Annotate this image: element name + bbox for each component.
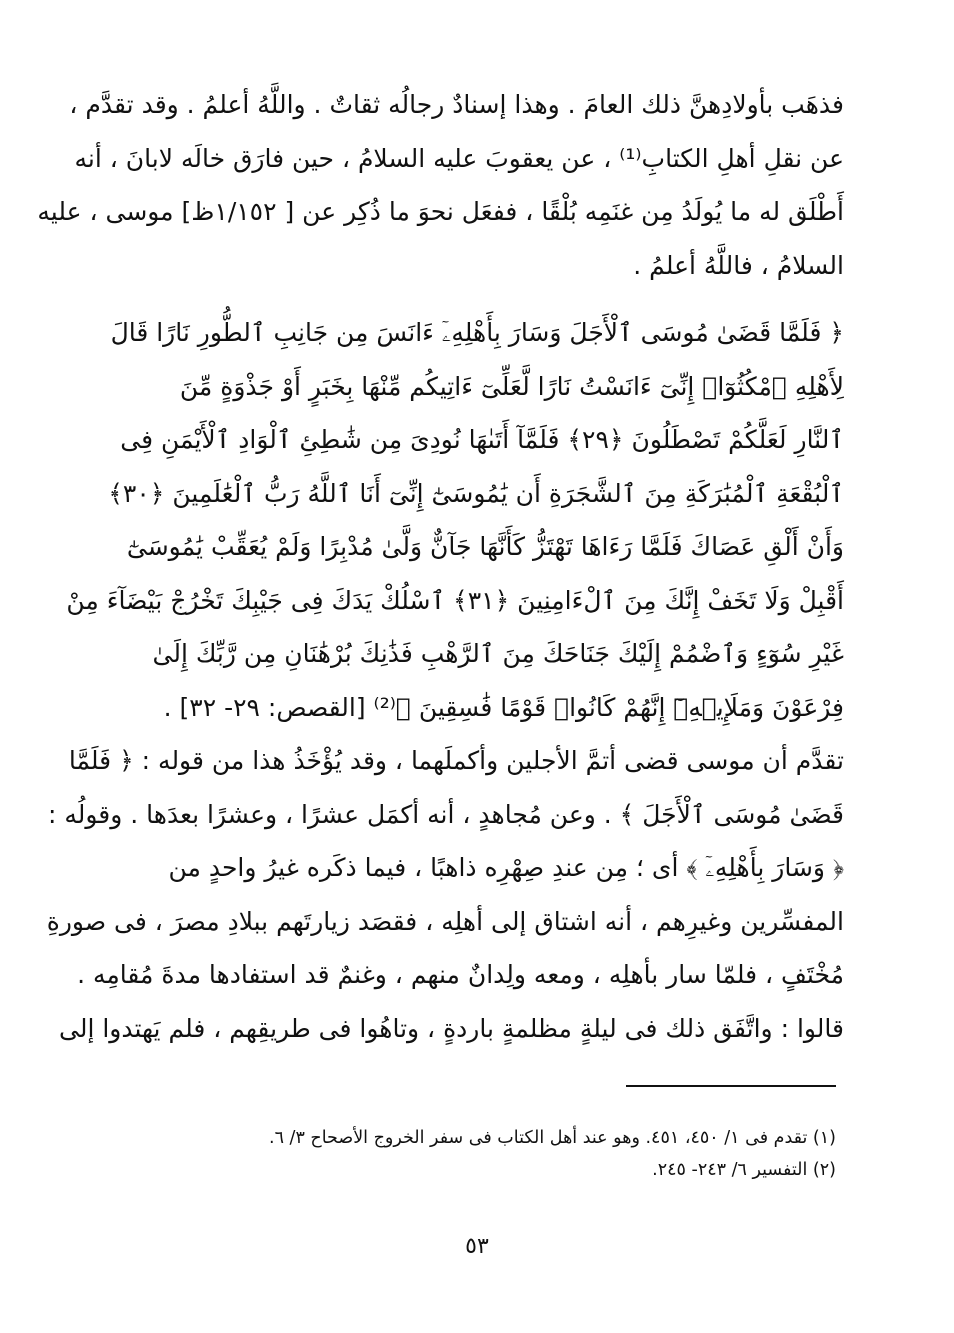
paragraph-quran-verses [66,306,844,734]
verse-line: ٱلْبُقْعَةِ ٱلْمُبَٰرَكَةِ مِنَ ٱلشَّجَرَةِ أَن يَٰمُوسَىٰٓ إِنِّىٓ أَنَا ٱللَّهُ رَبُّ ٱلْعَٰلَمِينَ ﴿٣٠﴾ [108,478,844,508]
main-text [37,78,844,1055]
verse-line: غَيْرِ سُوٓءٍ وَٱضْمُمْ إِلَيْكَ جَنَاحَكَ مِنَ ٱلرَّهْبِ فَذَٰنِكَ بُرْهَٰنَانِ مِن رَّبِّكَ إِلَىٰ [152,639,844,668]
text-line: قالوا : واتَّفَق ذلك فى ليلةٍ مظلمةٍ باردةٍ ، وتاهُوا فى طريقِهم ، فلم يَهتدوا إلى [58,1013,844,1043]
verse-line: أَقْبِلْ وَلَا تَخَفْ إِنَّكَ مِنَ ٱلْءَامِنِينَ ﴿٣١﴾ ٱسْلُكْ يَدَكَ فِى جَيْبِكَ تَخْرُجْ بَيْضَآءَ مِنْ [66,585,844,615]
verse-line: وَأَنْ أَلْقِ عَصَاكَ فَلَمَّا رَءَاهَا تَهْتَزُّ كَأَنَّهَا جَآنٌّ وَلَّىٰ مُدْبِرًا وَلَمْ يُعَقِّبْ يَٰمُوسَىٰٓ [126,532,844,561]
paragraph-commentary [46,734,844,1055]
paragraph-intro [37,78,844,292]
text-line: تقدَّم أن موسى قضى أتمَّ الأجلين وأكملَهما ، وقد يُؤْخَذُ هذا من قوله : ﴿ فَلَمَّا [68,746,844,775]
footnote-2: (٢) التفسير ٦/ ٢٤٣- ٢٤٥. [652,1160,836,1180]
text-line: فذهَب بأولادِهنَّ ذلك العامَ . وهذا إسنادٌ رجالُه ثقاتٌ . واللَّهُ أعلمُ . وقد تقدَّم ، [69,90,844,119]
text-line: ﴿ وَسَارَ بِأَهْلِهِۦٓ ﴾ أى ؛ مِن عندِ صِهْرِه ذاهبًا ، فيما ذكَره غيرُ واحدٍ من [168,853,844,882]
text-line: قَضَىٰ مُوسَى ٱلْأَجَلَ ﴾ . وعن مُجاهدٍ ، أنه أكمَل عشرًا ، وعشرًا بعدَها . وقولُه : [47,799,844,829]
footnotes [110,1122,836,1186]
footnote-1: (١) تقدم فى ١/ ٤٥٠، ٤٥١. وهو عند أهل الكتاب فى سفر الخروج الأصحاح ٣/ ٦. [268,1128,836,1148]
verse-line: لِأَهْلِهِ ٱمْكُثُوٓا۟ إِنِّىٓ ءَانَسْتُ نَارًا لَّعَلِّىٓ ءَاتِيكُم مِّنْهَا بِخَبَرٍ أَوْ جَذْوَةٍ مِّنَ [179,371,844,401]
text-line: السلامُ ، فاللَّهُ أعلمُ . [633,250,844,280]
verse-line: ﴿ فَلَمَّا قَضَىٰ مُوسَى ٱلْأَجَلَ وَسَارَ بِأَهْلِهِۦٓ ءَانَسَ مِن جَانِبِ ٱلطُّورِ نَارًا قَالَ [110,318,844,347]
verse-line: فِرْعَوْنَ وَمَلَإِي۟هِۦٓ إِنَّهُمْ كَانُوا۟ قَوْمًا فَٰسِقِينَ ﴾⁽²⁾ [القصص: ٢٩- ٣٢] . [163,692,844,722]
text-line: أَطْلَق له ما يُولَدُ مِن غنَمِه بُلْقًا ، ففعَل نحوَ ما ذُكِر عن [ ١/١٥٢ظ] موسى ، عليه [37,197,844,226]
page-number: ٥٣ [465,1234,489,1259]
text-line: عن نقلِ أهلِ الكتابِ⁽¹⁾ ، عن يعقوبَ عليه السلامُ ، حين فارَق خالَه لابانَ ، أنه [74,143,844,173]
footnote-divider [626,1085,836,1087]
verse-line: ٱلنَّارِ لَعَلَّكُمْ تَصْطَلُونَ ﴿٢٩﴾ فَلَمَّآ أَتَىٰهَا نُودِىَ مِن شَٰطِئِ ٱلْوَادِ ٱلْأَيْمَنِ فِى [120,425,844,454]
text-line: مُخْتَفٍ ، فلمّا سار بأهلِه ، ومعه ولِدانٌ منهم ، وغنمٌ قد استفادها مدةَ مُقامِه . [77,960,844,989]
text-line: المفسِّرين وغيرِهم ، أنه اشتاق إلى أهلِه ، فقصَد زيارتَهم ببلادِ مصرَ ، فى صورةِ [46,906,844,936]
